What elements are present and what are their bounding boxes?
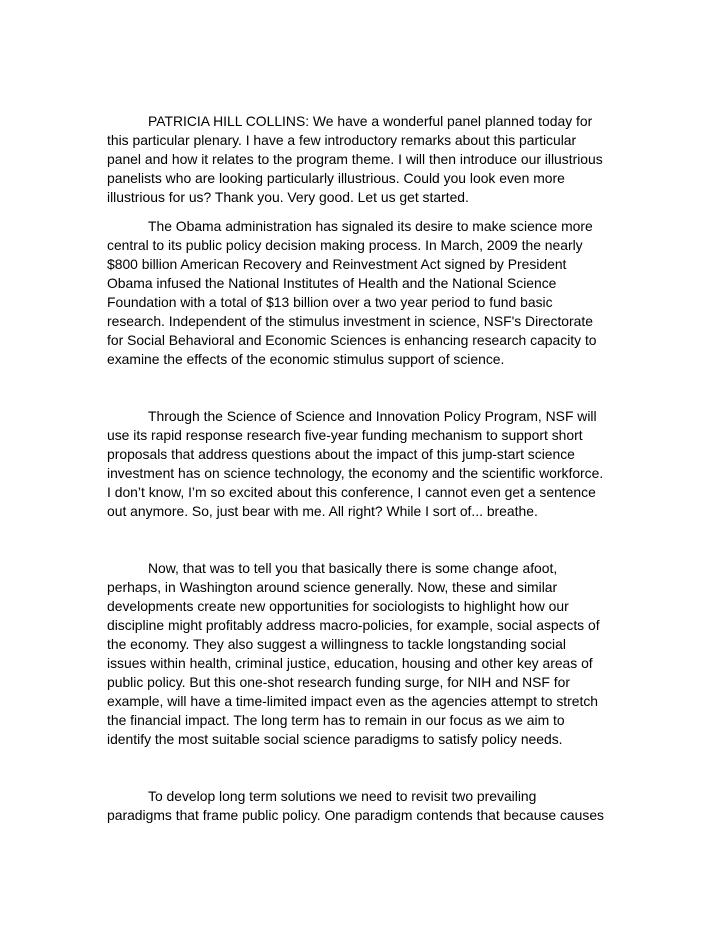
paragraph-spacer bbox=[107, 207, 617, 217]
paragraph-1 bbox=[107, 112, 617, 207]
text-line: Now, that was to tell you that basically there is some change afoot, bbox=[148, 560, 558, 576]
paragraph-spacer bbox=[107, 521, 617, 559]
text-line: research. Independent of the stimulus investment in science, NSF's Directorate bbox=[107, 313, 593, 329]
paragraph-2 bbox=[107, 217, 617, 369]
text-line: To develop long term solutions we need to revisit two prevailing bbox=[148, 788, 537, 804]
text-line: public policy. But this one-shot research funding surge, for NIH and NSF for bbox=[107, 674, 570, 690]
text-line: developments create new opportunities for sociologists to highlight how our bbox=[107, 598, 569, 614]
text-line: paradigms that frame public policy. One paradigm contends that because causes bbox=[107, 807, 604, 823]
text-line: proposals that address questions about the impact of this jump-start science bbox=[107, 446, 575, 462]
text-line: example, will have a time-limited impact even as the agencies attempt to stretch bbox=[107, 693, 599, 709]
text-line: $800 billion American Recovery and Reinvestment Act signed by President bbox=[107, 256, 567, 272]
paragraph-5 bbox=[107, 787, 617, 825]
text-line: discipline might profitably address macro-policies, for example, social aspects of bbox=[107, 617, 600, 633]
text-line: identify the most suitable social science paradigms to satisfy policy needs. bbox=[107, 731, 563, 747]
text-line: perhaps, in Washington around science generally. Now, these and similar bbox=[107, 579, 558, 595]
text-line: panelists who are looking particularly illustrious. Could you look even more bbox=[107, 170, 565, 186]
paragraph-3 bbox=[107, 407, 617, 521]
text-line: this particular plenary. I have a few introductory remarks about this particular bbox=[107, 132, 577, 148]
text-line: examine the effects of the economic stimulus support of science. bbox=[107, 351, 505, 367]
text-line: Through the Science of Science and Innovation Policy Program, NSF will bbox=[148, 408, 597, 424]
text-line: investment has on science technology, the economy and the scientific workforce. bbox=[107, 465, 604, 481]
paragraph-4 bbox=[107, 559, 617, 749]
text-line: Obama infused the National Institutes of Health and the National Science bbox=[107, 275, 557, 291]
paragraph-spacer bbox=[107, 369, 617, 407]
paragraph-spacer bbox=[107, 749, 617, 787]
text-line: illustrious for us? Thank you. Very good. Let us get started. bbox=[107, 189, 469, 205]
text-line: Foundation with a total of $13 billion over a two year period to fund basic bbox=[107, 294, 553, 310]
text-line: The Obama administration has signaled its desire to make science more bbox=[148, 218, 593, 234]
document-page bbox=[107, 112, 617, 825]
text-line: out anymore. So, just bear with me. All right? While I sort of... breathe. bbox=[107, 503, 538, 519]
text-line: use its rapid response research five-year funding mechanism to support short bbox=[107, 427, 583, 443]
text-line: I don’t know, I’m so excited about this conference, I cannot even get a sentence bbox=[107, 484, 596, 500]
text-line: the financial impact. The long term has to remain in our focus as we aim to bbox=[107, 712, 565, 728]
text-line: panel and how it relates to the program theme. I will then introduce our illustrious bbox=[107, 151, 603, 167]
text-line: central to its public policy decision making process. In March, 2009 the nearly bbox=[107, 237, 583, 253]
text-line: for Social Behavioral and Economic Sciences is enhancing research capacity to bbox=[107, 332, 597, 348]
text-line: PATRICIA HILL COLLINS: We have a wonderful panel planned today for bbox=[148, 113, 593, 129]
text-line: issues within health, criminal justice, education, housing and other key areas of bbox=[107, 655, 593, 671]
text-line: the economy. They also suggest a willingness to tackle longstanding social bbox=[107, 636, 566, 652]
